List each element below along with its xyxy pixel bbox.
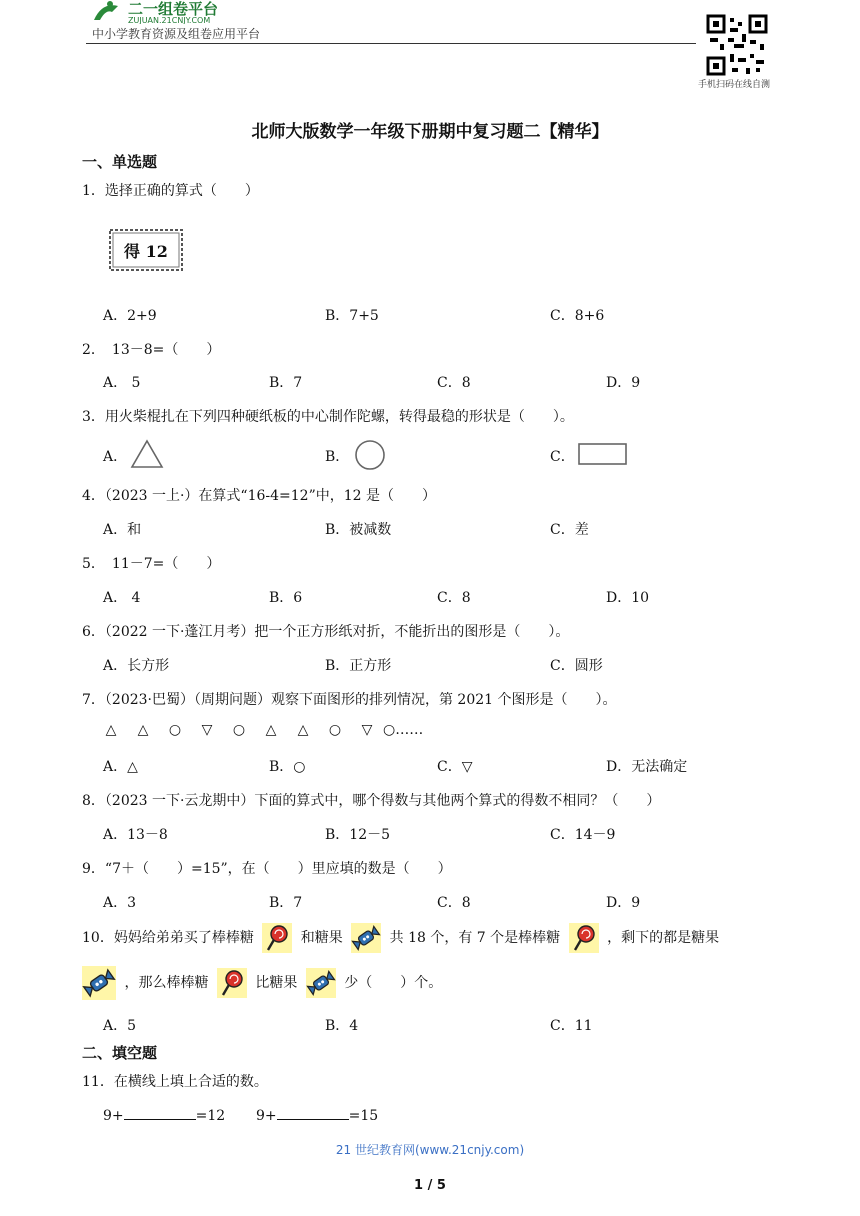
q1-option-b: B．7+5 xyxy=(325,308,379,324)
pattern-item: △ xyxy=(137,722,149,738)
q7-option-b: B．○ xyxy=(269,759,306,775)
section-heading-fill-blank: 二、填空题 xyxy=(82,1044,158,1062)
q2-option-a: A． 5 xyxy=(103,375,141,391)
question-10-line-2: ，那么棒棒糖 比糖果 少（ ）个。 xyxy=(82,966,442,1000)
lollipop-icon xyxy=(262,923,292,953)
question-8-stem: 8．（2023 一下·云龙期中）下面的算式中，哪个得数与其他两个算式的得数不相同？（ ） xyxy=(82,793,661,809)
page-title: 北师大版数学一年级下册期中复习题二【精华】 xyxy=(251,122,609,142)
section-heading-single-choice: 一、单选题 xyxy=(82,153,158,171)
q9-option-d: D．9 xyxy=(606,895,641,911)
q7-option-a: A．△ xyxy=(103,759,138,775)
score-stamp-image: 得 12 xyxy=(108,228,184,272)
q4-option-b: B．被减数 xyxy=(325,522,392,538)
pattern-item: ▽ xyxy=(201,722,213,738)
triangle-shape-icon xyxy=(130,439,164,473)
q5-option-c: C．8 xyxy=(437,590,471,606)
q7-option-d: D．无法确定 xyxy=(606,759,688,775)
rectangle-shape-icon xyxy=(578,442,628,470)
svg-text:二一组卷平台: 二一组卷平台 xyxy=(128,0,219,18)
q3-option-c: C． xyxy=(550,449,575,465)
svg-text:ZUJUAN.21CNJY.COM: ZUJUAN.21CNJY.COM xyxy=(128,16,211,24)
pattern-item: ○…… xyxy=(383,722,424,738)
question-4-stem: 4．（2023 一上·）在算式“16-4=12”中，12 是（ ） xyxy=(82,488,437,504)
q9-option-b: B．7 xyxy=(269,895,303,911)
question-1-stem: 1．选择正确的算式（ ） xyxy=(82,183,259,199)
q8-option-a: A．13－8 xyxy=(103,827,168,843)
pattern-item: ○ xyxy=(328,722,342,738)
q6-option-c: C．圆形 xyxy=(550,658,603,674)
q4-option-c: C．差 xyxy=(550,522,589,538)
answer-blank[interactable] xyxy=(277,1105,349,1120)
q5-option-d: D．10 xyxy=(606,590,650,606)
q10-option-b: B．4 xyxy=(325,1018,359,1034)
q5-option-a: A． 4 xyxy=(103,590,141,606)
q2-option-d: D．9 xyxy=(606,375,641,391)
q1-option-a: A．2+9 xyxy=(103,308,157,324)
question-9-stem: 9．“7＋（ ）=15”，在（ ）里应填的数是（ ） xyxy=(82,861,452,877)
q5-option-b: B．6 xyxy=(269,590,303,606)
footer-website-link[interactable]: 21 世纪教育网(www.21cnjy.com) xyxy=(335,1143,525,1157)
q6-option-a: A．长方形 xyxy=(103,658,170,674)
header-subtitle: 中小学教育资源及组卷应用平台 xyxy=(92,27,261,41)
answer-blank[interactable] xyxy=(124,1105,196,1120)
q2-option-c: C．8 xyxy=(437,375,471,391)
q4-option-a: A．和 xyxy=(103,522,142,538)
pattern-item: ▽ xyxy=(361,722,373,738)
q3-option-a: A． xyxy=(103,449,128,465)
question-6-stem: 6．（2022 一下·蓬江月考）把一个正方形纸对折，不能折出的图形是（ ）。 xyxy=(82,624,570,640)
pattern-item: ○ xyxy=(232,722,246,738)
header-divider xyxy=(86,43,696,44)
pattern-item: △ xyxy=(297,722,309,738)
page-number: 1 / 5 xyxy=(414,1178,446,1193)
site-logo xyxy=(88,0,273,24)
question-5-stem: 5． 11－7=（ ） xyxy=(82,556,221,572)
q7-option-c: C．▽ xyxy=(437,759,473,775)
q1-option-c: C．8+6 xyxy=(550,308,605,324)
pattern-item: △ xyxy=(105,722,117,738)
q9-option-c: C．8 xyxy=(437,895,471,911)
pattern-item: △ xyxy=(265,722,277,738)
question-2-stem: 2． 13－8=（ ） xyxy=(82,342,221,358)
qr-caption: 手机扫码在线自测 xyxy=(698,80,771,90)
q10-option-a: A．5 xyxy=(103,1018,137,1034)
candy-icon xyxy=(351,923,381,953)
circle-shape-icon xyxy=(354,439,386,475)
lollipop-icon xyxy=(569,923,599,953)
q3-option-b: B． xyxy=(325,449,350,465)
candy-icon xyxy=(82,966,116,1000)
q11-equation-2: 9+ =15 xyxy=(256,1105,378,1124)
question-10-line-1: 10．妈妈给弟弟买了棒棒糖 和糖果 共 18 个，有 7 个是棒棒糖 ，剩下的都是糖果 xyxy=(82,923,719,953)
q9-option-a: A．3 xyxy=(103,895,137,911)
q8-option-c: C．14－9 xyxy=(550,827,616,843)
question-7-stem: 7．（2023·巴蜀）（周期问题）观察下面图形的排列情况，第 2021 个图形是（ ）。 xyxy=(82,692,617,708)
lollipop-icon xyxy=(217,968,247,998)
q6-option-b: B．正方形 xyxy=(325,658,392,674)
q11-equation-1: 9+ =12 xyxy=(103,1105,225,1124)
question-3-stem: 3．用火柴棍扎在下列四种硬纸板的中心制作陀螺，转得最稳的形状是（ ）。 xyxy=(82,409,574,425)
q2-option-b: B．7 xyxy=(269,375,303,391)
q8-option-b: B．12－5 xyxy=(325,827,391,843)
q10-option-c: C．11 xyxy=(550,1018,593,1034)
qr-code-icon xyxy=(706,14,768,76)
candy-icon xyxy=(306,968,336,998)
q7-shape-pattern xyxy=(95,722,423,738)
question-11-stem: 11．在横线上填上合适的数。 xyxy=(82,1074,268,1090)
pattern-item: ○ xyxy=(168,722,182,738)
